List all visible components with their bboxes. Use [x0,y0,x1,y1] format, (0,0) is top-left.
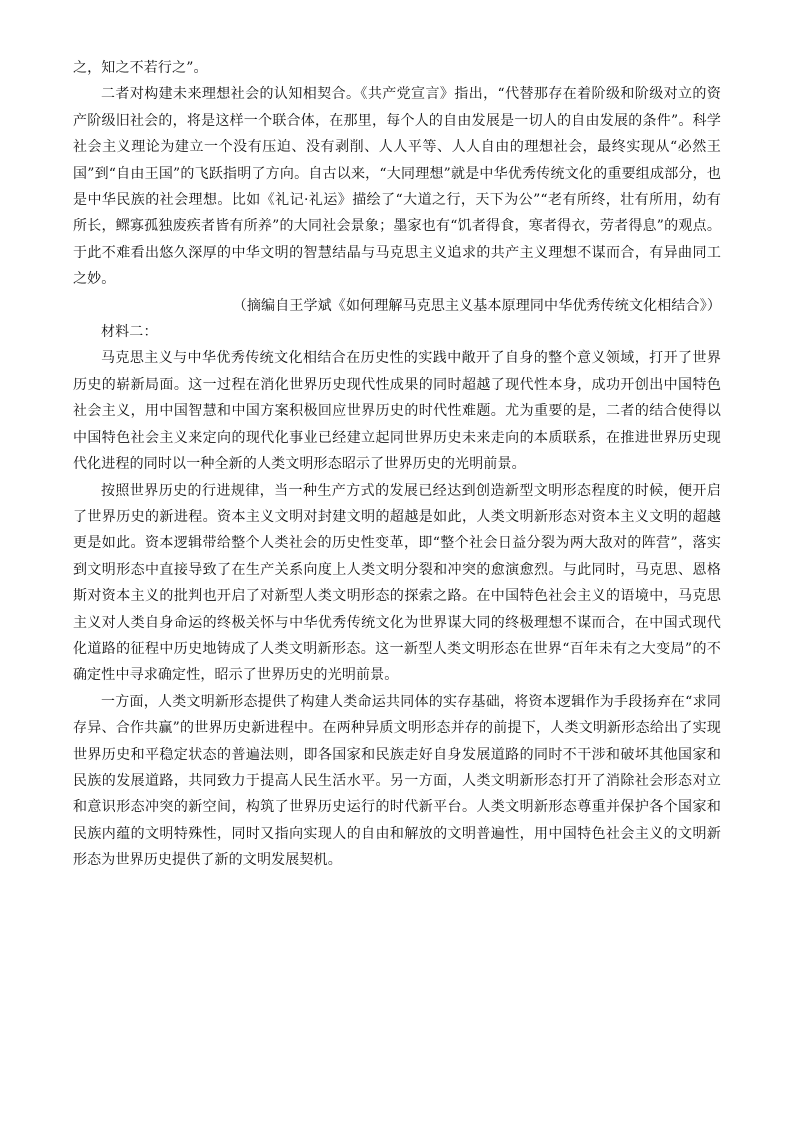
paragraph-civilization-form: 按照世界历史的行进规律，当一种生产方式的发展已经达到创造新型文明形态程度的时候，便开启了世界历史的新进程。资本主义文明对封建文明的超越是如此，人类文明新形态对资本主义文明的超越更是如此。资本逻辑带给整个人类社会的历史性变革，即“整个社会日益分裂为两大敌对的阵营”，落实到文明形态中直接导致了在生产关系向度上人类文明分裂和冲突的愈演愈烈。与此同时，马克思、恩格斯对资本主义的批判也开启了对新型人类文明形态的探索之路。在中国特色社会主义的语境中，马克思主义对人类自身命运的终极关怀与中华优秀传统文化为世界谋大同的终极理想不谋而合，在中国式现代化道路的征程中历史地铸成了人类文明新形态。这一新型人类文明形态在世界“百年未有之大变局”的不确定性中寻求确定性，昭示了世界历史的光明前景。 [73,482,721,684]
document-page [73,55,721,874]
paragraph-ideal-society: 二者对构建未来理想社会的认知相契合。《共产党宣言》指出，“代替那存在着阶级和阶级对立的资产阶级旧社会的，将是这样一个联合体，在那里，每个人的自由发展是一切人的自由发展的条件”。科学社会主义理论为建立一个没有压迫、没有剥削、人人平等、人人自由的理想社会，最终实现从“必然王国”到“自由王国”的飞跃指明了方向。自古以来，“大同理想”就是中华优秀传统文化的重要组成部分，也是中华民族的社会理想。比如《礼记·礼运》描绘了“大道之行，天下为公”“老有所终，壮有所用，幼有所长，鳏寡孤独废疾者皆有所养”的大同社会景象；墨家也有“饥者得食，寒者得衣，劳者得息”的观点。于此不难看出悠久深厚的中华文明的智慧结晶与马克思主义追求的共产主义理想不谋而合，有异曲同工之妙。 [73,86,721,288]
paragraph-community-of-destiny: 一方面，人类文明新形态提供了构建人类命运共同体的实存基础，将资本逻辑作为手段扬弃在“求同存异、合作共赢”的世界历史新进程中。在两种异质文明形态并存的前提下，人类文明新形态给出了实现世界历史和平稳定状态的普遍法则，即各国家和民族走好自身发展道路的同时不干涉和破坏其他国家和民族的发展道路，共同致力于提高人民生活水平。另一方面，人类文明新形态打开了消除社会形态对立和意识形态冲突的新空间，构筑了世界历史运行的时代新平台。人类文明新形态尊重并保护各个国家和民族内蕴的文明特殊性，同时又指向实现人的自由和解放的文明普遍性，用中国特色社会主义的文明新形态为世界历史提供了新的文明发展契机。 [73,693,721,869]
material-two-label: 材料二： [101,324,158,341]
paragraph-continuation: 之，知之不若行之”。 [73,60,208,76]
source-citation: （摘编自王学斌《如何理解马克思主义基本原理同中华优秀传统文化相结合》） [232,297,721,314]
paragraph-world-history: 马克思主义与中华优秀传统文化相结合在历史性的实践中敞开了自身的整个意义领域，打开了世界历史的崭新局面。这一过程在消化世界历史现代性成果的同时超越了现代性本身，成功开创出中国特色社会主义，用中国智慧和中国方案积极回应世界历史的时代性难题。尤为重要的是，二者的结合使得以中国特色社会主义来定向的现代化事业已经建立起同世界历史未来走向的本质联系，在推进世界历史现代化进程的同时以一种全新的人类文明形态昭示了世界历史的光明前景。 [73,350,721,473]
